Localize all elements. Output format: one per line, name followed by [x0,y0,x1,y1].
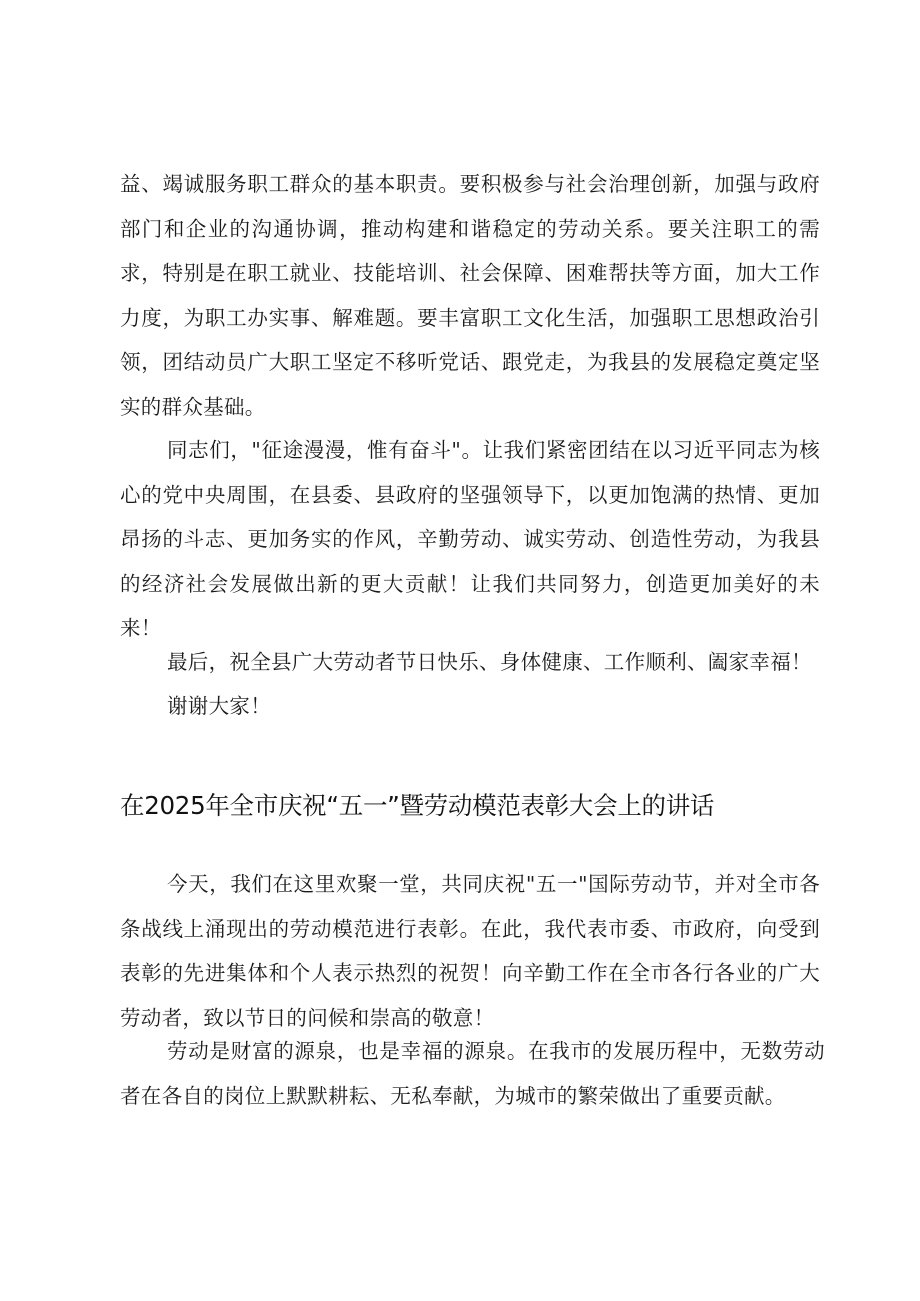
section-title: 在2025年全市庆祝“五一”暨劳动模范表彰大会上的讲话 [120,791,715,820]
paragraph-thanks: 谢谢大家！ [167,694,271,718]
paragraph-celebration-intro: 今天，我们在这里欢聚一堂，共同庆祝"五一"国际劳动节，并对全市各条战线上涌现出的劳动模范进行表彰。在此，我代表市委、市政府，向受到表彰的先进集体和个人表示热烈的祝贺！向辛勤工作在全市各行各业的广大劳动者，致以节日的问候和崇高的敬意！ [120,872,820,1030]
paragraph-comrades-call: 同志们，"征途漫漫，惟有奋斗"。让我们紧密团结在以习近平同志为核心的党中央周围，在县委、县政府的坚强领导下，以更加饱满的热情、更加昂扬的斗志、更加务实的作风，辛勤劳动、诚实劳动、创造性劳动，为我县的经济社会发展做出新的更大贡献！让我们共同努力，创造更加美好的未来！ [120,438,820,640]
paragraph-union-duties: 益、竭诚服务职工群众的基本职责。要积极参与社会治理创新，加强与政府部门和企业的沟通协调，推动构建和谐稳定的劳动关系。要关注职工的需求，特别是在职工就业、技能培训、社会保障、困难帮扶等方面，加大工作力度，为职工办实事、解难题。要丰富职工文化生活，加强职工思想政治引领，团结动员广大职工坚定不移听党话、跟党走，为我县的发展稳定奠定坚实的群众基础。 [120,172,820,419]
paragraph-labor-source: 劳动是财富的源泉，也是幸福的源泉。在我市的发展历程中，无数劳动者在各自的岗位上默默耕耘、无私奉献，为城市的繁荣做出了重要贡献。 [120,1039,825,1108]
paragraph-closing-wishes: 最后，祝全县广大劳动者节日快乐、身体健康、工作顺利、阖家幸福！ [167,650,812,674]
